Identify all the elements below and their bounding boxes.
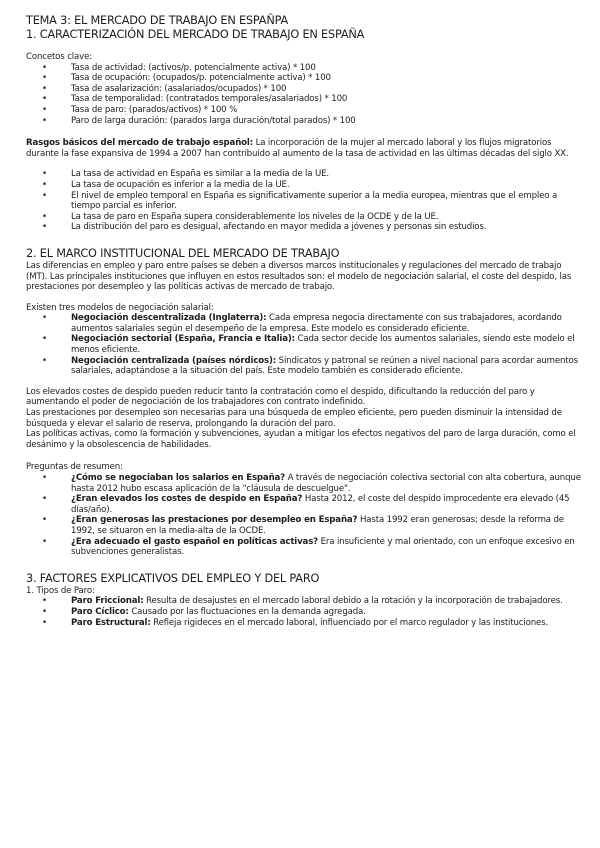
list-item: • Tasa de ocupación: (ocupados/p. potencialmente activa) * 100 <box>42 73 331 84</box>
list-item: • La tasa de actividad en España es similar a la media de la UE. <box>42 169 329 180</box>
models-list <box>26 313 582 377</box>
list-item: • Tasa de actividad: (activos/p. potencialmente activa) * 100 <box>42 62 316 73</box>
list-item: • ¿Eran elevados los costes de despido en España? Hasta 2012, el coste del despido improcedente era elevado (45 días/año). <box>42 494 570 515</box>
list-item: • Paro de larga duración: (parados larga duración/total parados) * 100 <box>42 115 356 126</box>
list-item: • Paro Friccional: Resulta de desajustes en el mercado laboral debido a la rotación y la incorporación de trabajadores. <box>42 596 563 607</box>
section-3-heading: 3. FACTORES EXPLICATIVOS DEL EMPLEO Y DEL PARO <box>26 571 320 585</box>
section-2-intro: Las diferencias en empleo y paro entre países se deben a diversos marcos institucionales y regulaciones del mercado de trabajo (MT). Las principales instituciones que influyen en estos resultados son: el modelo de negociación salarial, el coste del despido, las prestaciones por desempleo y las políticas activas de mercado de trabajo. <box>26 260 572 293</box>
list-item: • La tasa de ocupación es inferior a la media de la UE. <box>42 179 290 190</box>
bullet-icon: • <box>42 104 47 115</box>
prestaciones-paragraph: Las prestaciones por desempleo son necesarias para una búsqueda de empleo eficiente, pero pueden disminuir la intensidad de búsqueda y elevar el salario de reserva, prolongando la duración del paro. <box>26 408 562 429</box>
list-item: • Tasa de temporalidad: (contratados temporales/asalariados) * 100 <box>42 94 348 105</box>
bullet-icon: • <box>42 355 47 366</box>
bullet-icon: • <box>42 334 47 345</box>
list-item: • La distribución del paro es desigual, afectando en mayor medida a jóvenes y personas sin estudios. <box>42 222 487 233</box>
concepts-list <box>26 63 582 127</box>
bullet-icon: • <box>42 94 47 105</box>
list-item: • Negociación sectorial (España, Francia e Italia): Cada sector decide los aumentos salariales, siendo este modelo el menos eficiente. <box>42 334 575 356</box>
models-label: Existen tres modelos de negociación salarial: <box>26 302 214 313</box>
bullet-icon: • <box>42 536 47 547</box>
bullet-icon: • <box>42 73 47 84</box>
bullet-icon: • <box>42 473 47 483</box>
document-title: TEMA 3: EL MERCADO DE TRABAJO EN ESPAÑPA <box>26 14 288 27</box>
bullet-icon: • <box>42 62 47 73</box>
bullet-icon: • <box>42 494 47 505</box>
list-item: • El nivel de empleo temporal en España es significativamente superior a la media europea, mientras que el empleo a tiempo parcial es inferior. <box>42 190 558 212</box>
bullet-icon: • <box>42 211 47 222</box>
list-item: • Paro Estructural: Refleja rigideces en el mercado laboral, influenciado por el marco regulador y las instituciones. <box>42 617 549 628</box>
list-item: • Tasa de paro: (parados/activos) * 100 % <box>42 104 238 115</box>
rasgos-paragraph: Rasgos básicos del mercado de trabajo español: La incorporación de la mujer al mercado laboral y los flujos migratorios durante la fase expansiva de 1994 a 2007 han contribuido al aumento de la tasa de actividad en las últimas décadas del siglo XX. <box>26 138 569 159</box>
section-3-subheading: 1. Tipos de Paro: <box>26 585 95 596</box>
bullet-icon: • <box>42 617 47 628</box>
section-1-heading: 1. CARACTERIZACIÓN DEL MERCADO DE TRABAJO EN ESPAÑA <box>26 28 365 41</box>
list-item: • Negociación descentralizada (Inglaterra): Cada empresa negocia directamente con sus trabajadores, acordando aumentos salariales según el desempeño de la empresa. Este modelo es considerado eficiente. <box>42 313 562 334</box>
bullet-icon: • <box>42 115 47 126</box>
despido-paragraph: Los elevados costes de despido pueden reducir tanto la contratación como el despido, dificultando la reducción del paro y aumentando el poder de negociación de los trabajadores con contrato indefinido. <box>26 386 535 408</box>
rasgos-list <box>26 169 582 233</box>
list-item: • Negociación centralizada (países nórdicos): Sindicatos y patronal se reúnen a nivel nacional para acordar aumentos salariales, adaptándose a la situación del país. Este modelo también es considerado eficiente. <box>42 355 578 377</box>
bullet-icon: • <box>42 190 47 201</box>
list-item: • Tasa de asalarización: (asalariados/ocupados) * 100 <box>42 83 287 94</box>
bullet-icon: • <box>42 222 47 233</box>
paro-types-list <box>26 596 582 628</box>
politicas-paragraph: Las políticas activas, como la formación y subvenciones, ayudan a mitigar los efectos negativos del paro de larga duración, como el desánimo y la obsolescencia de habilidades. <box>26 429 576 450</box>
concepts-label: Concetos clave: <box>26 52 92 62</box>
list-item: • ¿Eran generosas las prestaciones por desempleo en España? Hasta 1992 eran generosas; desde la reforma de 1992, se situaron en la media-alta de la OCDE. <box>42 515 564 536</box>
bullet-icon: • <box>42 83 47 94</box>
questions-label: Preguntas de resumen: <box>26 462 123 473</box>
bullet-icon: • <box>42 179 47 190</box>
section-2-heading: 2. EL MARCO INSTITUCIONAL DEL MERCADO DE TRABAJO <box>26 246 340 260</box>
document-page <box>26 14 582 628</box>
bullet-icon: • <box>42 169 47 180</box>
list-item: • ¿Era adecuado el gasto español en políticas activas? Era insuficiente y mal orientado, con un enfoque excesivo en subvenciones generalistas. <box>42 536 575 558</box>
questions-list <box>26 473 582 558</box>
bullet-icon: • <box>42 596 47 607</box>
list-item: • ¿Cómo se negociaban los salarios en España? A través de negociación colectiva sectorial con alta cobertura, aunque hasta 2012 hubo escasa aplicación de la "cláusula de descuelgue". <box>42 473 581 494</box>
bullet-icon: • <box>42 606 47 617</box>
list-item: • La tasa de paro en España supera considerablemente los niveles de la OCDE y de la UE. <box>42 211 439 222</box>
bullet-icon: • <box>42 313 47 324</box>
bullet-icon: • <box>42 515 47 526</box>
list-item: • Paro Cíclico: Causado por las fluctuaciones en la demanda agregada. <box>42 606 366 617</box>
